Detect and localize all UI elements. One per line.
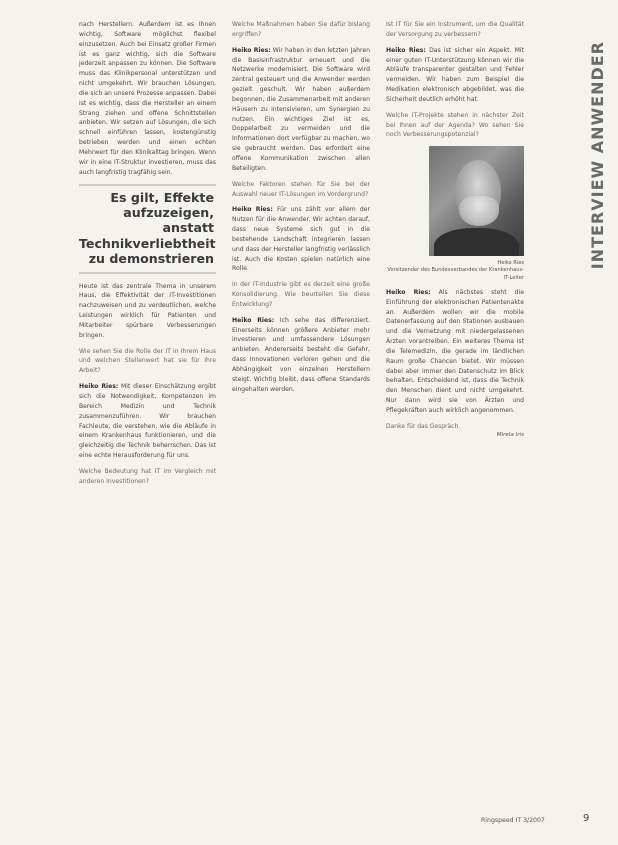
answer-text: Für uns zählt vor allem der Nutzen für die Anwender. Wir achten darauf, dass neue Systeme sich gut in die bestehende Landschaft integrieren lassen und dass der Hersteller langfristig verlässlich ist. Auch die Kosten spielen natürlich eine Rolle. xyxy=(232,206,371,273)
portrait-photo xyxy=(429,146,524,256)
answer-text: Das ist sicher ein Aspekt. Mit einer guten IT-Unterstützung können wir die Abläufe transparenter gestalten und Fehler vermeiden. Wir haben zum Beispiel die Medikation elektronisch abgebildet, was die Sicherheit deutlich erhöht hat. xyxy=(386,46,525,103)
section-label: INTERVIEW ANWENDER xyxy=(587,40,607,270)
interview-question: Ist IT für Sie ein Instrument, um die Qualität der Versorgung zu verbessern? xyxy=(386,21,524,38)
speaker-label: Heiko Ries: xyxy=(386,288,431,296)
page-number: 9 xyxy=(583,813,590,824)
caption-role: Vorsitzender des Bundesverbandes der Krankenhaus-IT-Leiter xyxy=(387,267,524,281)
caption-name: Heiko Ries xyxy=(497,260,524,267)
interview-question: In der IT-Industrie gibt es derzeit eine große Konsolidierung. Wie beurteilen Sie diese Entwicklung? xyxy=(232,281,370,308)
interview-question: Welche Bedeutung hat IT im Vergleich mit anderen Investitionen? xyxy=(79,467,216,485)
interview-question: Welche IT-Projekte stehen in nächster Zeit bei Ihnen auf der Agenda? Wo sehen Sie noch Verbesserungspotenzial? xyxy=(386,111,524,139)
speaker-label: Heiko Ries: xyxy=(79,383,119,391)
answer-text: Als nächstes steht die Einführung der elektronischen Patientenakte an. Außerdem wollen wir die mobile Datenerfassung auf den Stationen ausbauen und die Vernetzung mit niedergelassenen Ärzten vorantreiben. Ein weiteres Thema ist die Telemedizin, die gerade im ländlichen Raum große Chancen bietet. Wir müssen dabei aber immer den Datenschutz im Blick behalten. Entscheidend ist, dass die Technik den Menschen dient und nicht umgekehrt. Nur dann wird sie von Ärzten und Pflegekräften auch wirklich angenommen. xyxy=(386,288,524,415)
interview-question: Wie sehen Sie die Rolle der IT in Ihrem Haus und welchen Stellenwert hat sie für Ihre Arbeit? xyxy=(79,347,216,375)
body-text: nach Herstellern. Außerdem ist es Ihnen wichtig, Software möglichst flexibel einzusetzen. Auch bei Einsatz großer Firmen ist es ganz wichtig, sich die Software jederzeit anpassen zu können. Die Software muss das Klinikpersonal unterstützen und nicht umgekehrt. Wir brauchen Lösungen, die sich an unsere Prozesse anpassen. Dabei ist es wichtig, dass die Hersteller an einem Strang ziehen und offene Schnittstellen anbieten. Wir setzen auf Lösungen, die sich schnell einführen lassen, kostengünstig betrieben werden und einen echten Mehrwert für den Klinikalltag bringen. Wenn wir in eine IT-Struktur investieren, muss das auch langfristig tragfähig sein. xyxy=(79,21,216,176)
interview-answer xyxy=(232,205,370,274)
speaker-label: Heiko Ries: xyxy=(386,46,426,54)
speaker-label: Heiko Ries: xyxy=(232,316,275,324)
column-1 xyxy=(79,20,216,487)
interview-answer xyxy=(232,46,370,174)
interview-answer xyxy=(386,288,524,416)
interview-question: Welche Maßnahmen haben Sie dafür bislang ergriffen? xyxy=(232,21,370,38)
pull-quote: Es gilt, Effekte aufzuzeigen, anstatt Technikverliebtheit zu demonstrieren xyxy=(79,184,216,274)
photo-caption xyxy=(386,260,524,282)
interview-answer xyxy=(232,316,370,395)
interview-answer xyxy=(386,46,524,105)
footer-publication: Ringspeed IT 3/2007 xyxy=(481,817,545,824)
answer-text: Mit dieser Einschätzung ergibt sich die Notwendigkeit, Kompetenzen im Bereich Medizin und Technik zusammenzuführen. Wir brauchen Fachleute, die verstehen, wie die Abläufe in einem Krankenhaus funktionieren, und die gleichzeitig die Technik beherrschen. Das ist eine echte Herausforderung für uns. xyxy=(79,383,216,460)
interview-question: Welche Faktoren stehen für Sie bei der Auswahl neuer IT-Lösungen im Vordergrund? xyxy=(232,180,370,198)
answer-text: Wir haben in den letzten Jahren die Basisinfrastruktur erneuert und die Netzwerke modernisiert. Die Software wird zentral gesteuert und die Anwender werden gezielt geschult. Wir haben außerdem begonnen, die Zusammenarbeit mit anderen Häusern zu intensivieren, um Synergien zu nutzen. Ein wichtiges Ziel ist es, Doppelarbeit zu vermeiden und die Informationen dort verfügbar zu machen, wo sie gebraucht werden. Das erfordert eine offene Kommunikation zwischen allen Beteiligten. xyxy=(232,46,371,172)
author-signature: Mirela Iris xyxy=(496,431,524,438)
speaker-label: Heiko Ries: xyxy=(232,206,273,214)
column-3 xyxy=(386,20,524,441)
body-text: Heute ist das zentrale Thema in unserem Haus, die Effektivität der IT-Investitionen nachzuweisen und zu verdeutlichen, welche Leistungen wirklich für Patienten und Mitarbeiter spürbare Verbesserungen bringen. xyxy=(79,282,216,339)
speaker-label: Heiko Ries: xyxy=(232,46,271,54)
section-sidebar xyxy=(586,40,608,270)
answer-text: Ich sehe das differenziert. Einerseits können größere Anbieter mehr investieren und umfassendere Lösungen anbieten. Andererseits besteht die Gefahr, dass Innovationen verloren gehen und die Abhängigkeit von einzelnen Herstellern steigt. Wichtig bleibt, dass offene Standards eingehalten werden. xyxy=(232,316,370,393)
interview-answer xyxy=(79,382,216,461)
closing-line: Danke für das Gespräch. xyxy=(386,422,461,430)
column-2 xyxy=(232,20,370,395)
